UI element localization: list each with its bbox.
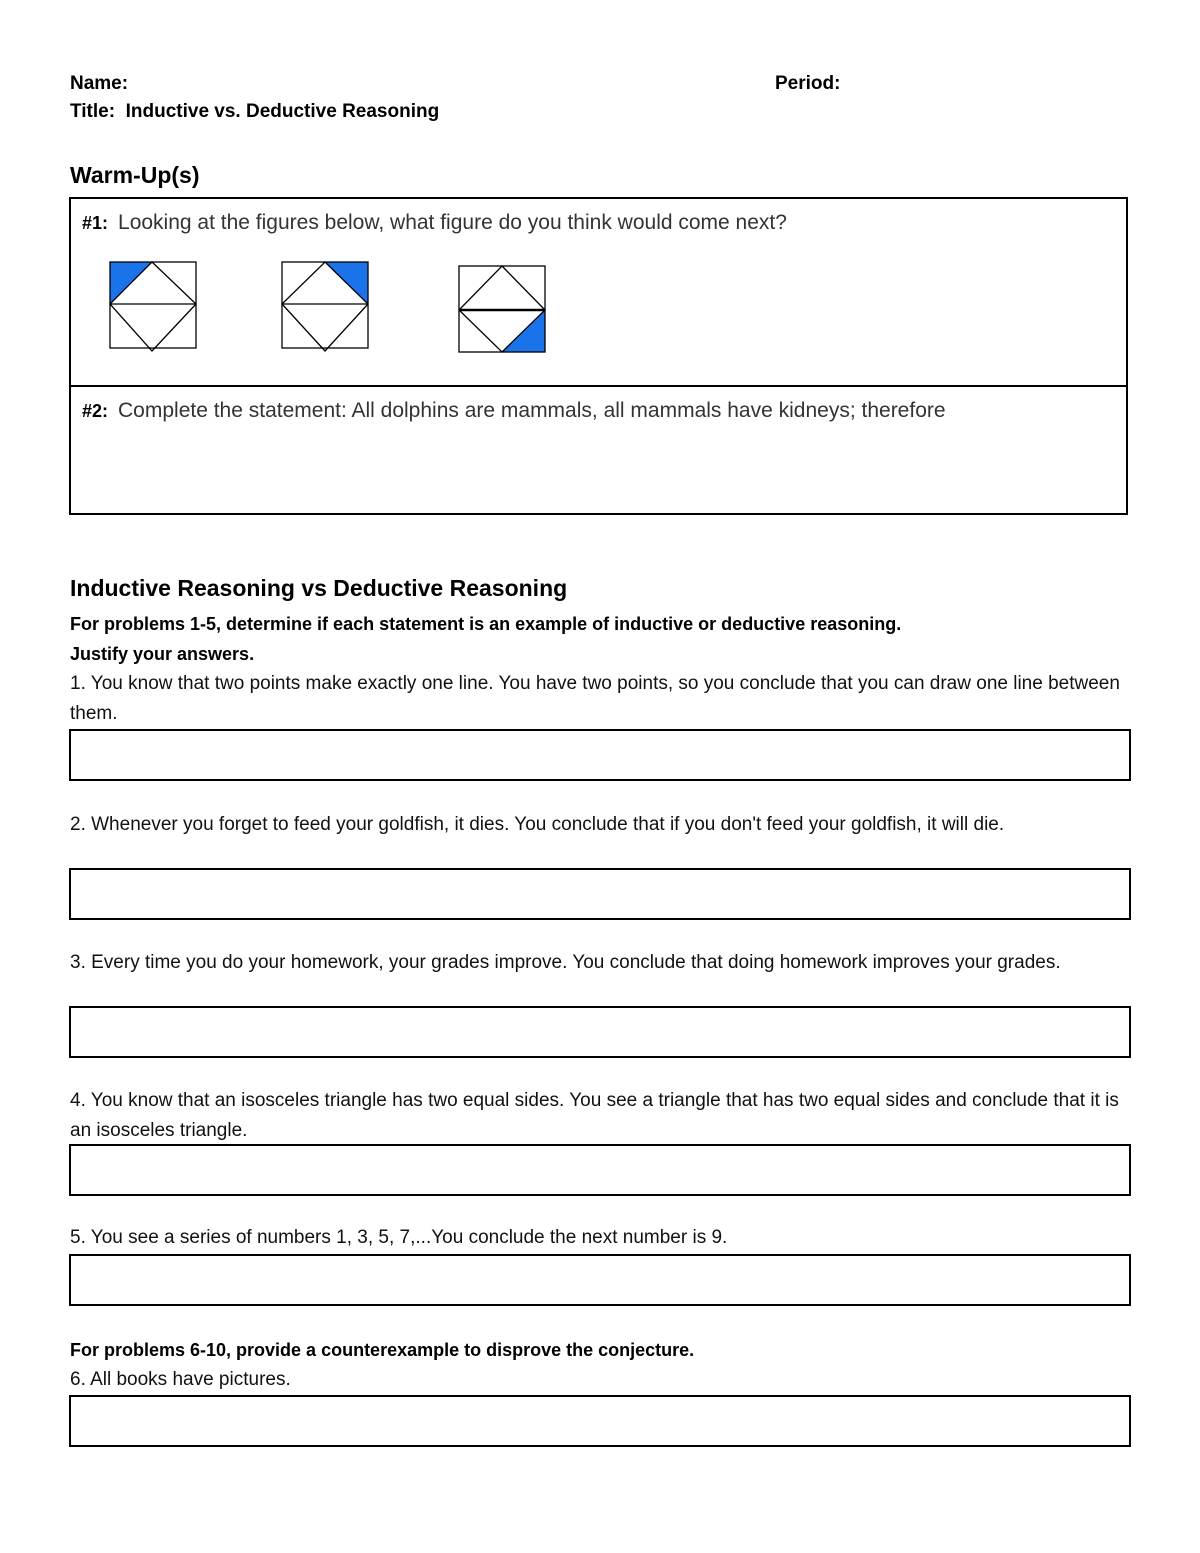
pattern-figure-3	[458, 265, 548, 357]
pattern-figure-1	[109, 261, 199, 353]
instructions-1-5: For problems 1-5, determine if each statement is an example of inductive or deductive reasoning.	[70, 614, 902, 634]
instructions-justify: Justify your answers.	[70, 644, 255, 664]
warmup-box-2	[69, 385, 1128, 515]
problem-3: 3. Every time you do your homework, your grades improve. You conclude that doing homework improves your grades.	[70, 952, 1061, 973]
title-value: Inductive vs. Deductive Reasoning	[125, 101, 440, 122]
warmup-q2-number: #2:	[82, 401, 109, 421]
answer-box-5[interactable]	[69, 1254, 1131, 1306]
section-heading: Inductive Reasoning vs Deductive Reasoning	[70, 575, 568, 601]
answer-box-1[interactable]	[69, 729, 1131, 781]
problem-1: 1. You know that two points make exactly one line. You have two points, so you conclude that you can draw one line between them.	[70, 673, 1120, 724]
answer-box-4[interactable]	[69, 1144, 1131, 1196]
pattern-figure-2	[281, 261, 371, 353]
title-label: Title:	[70, 101, 116, 122]
warmup-q1-number: #1:	[82, 213, 109, 233]
warmup-q1-text: Looking at the figures below, what figure do you think would come next?	[118, 211, 787, 234]
problem-4: 4. You know that an isosceles triangle has two equal sides. You see a triangle that has two equal sides and conclude that it is an isosceles triangle.	[70, 1090, 1119, 1141]
warmup-q2-text: Complete the statement: All dolphins are mammals, all mammals have kidneys; therefore	[118, 399, 946, 422]
answer-box-2[interactable]	[69, 868, 1131, 920]
problem-5: 5. You see a series of numbers 1, 3, 5, 7,...You conclude the next number is 9.	[70, 1227, 728, 1248]
problem-2: 2. Whenever you forget to feed your goldfish, it dies. You conclude that if you don't feed your goldfish, it will die.	[70, 814, 1005, 835]
answer-box-3[interactable]	[69, 1006, 1131, 1058]
answer-box-6[interactable]	[69, 1395, 1131, 1447]
title-line	[70, 101, 439, 123]
problem-6: 6. All books have pictures.	[70, 1369, 291, 1390]
warmup-heading: Warm-Up(s)	[70, 162, 200, 188]
warmup-question-1	[82, 211, 787, 235]
name-label: Name:	[70, 73, 129, 94]
warmup-question-2	[82, 399, 946, 423]
warmup-box-1	[69, 197, 1128, 387]
instructions-6-10: For problems 6-10, provide a counterexample to disprove the conjecture.	[70, 1340, 695, 1360]
period-label: Period:	[775, 73, 841, 94]
